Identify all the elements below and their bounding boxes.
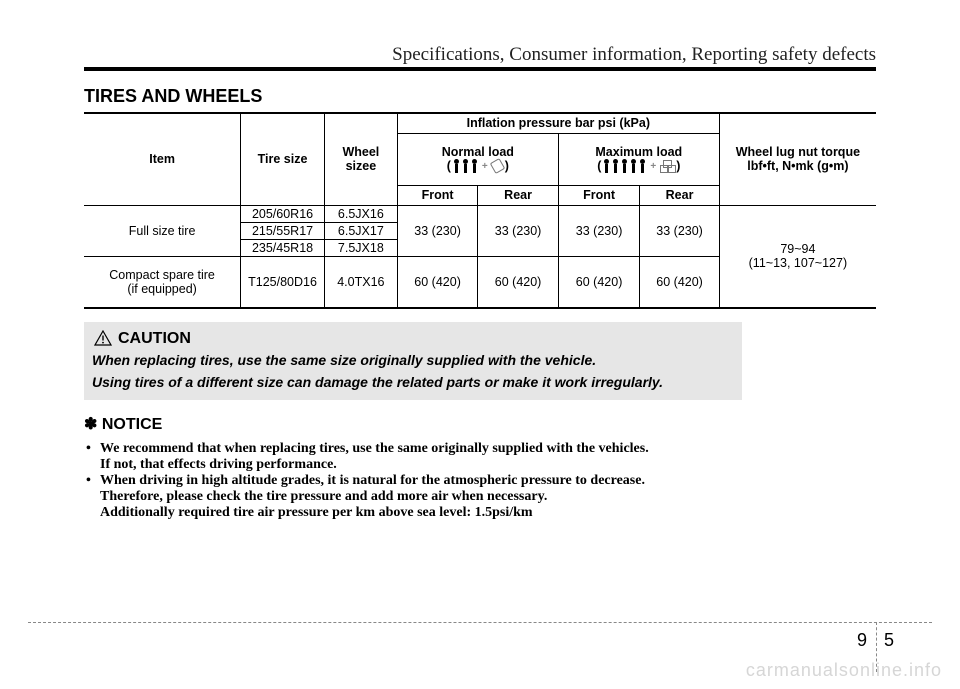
person-icon [640, 159, 645, 173]
header-wheel-size: Wheel sizee [324, 113, 397, 205]
normal-load-label: Normal load [441, 145, 514, 159]
chapter-number: 9 [857, 630, 868, 650]
section-title: TIRES AND WHEELS [84, 86, 263, 106]
person-icon [454, 159, 459, 173]
spare-wheel-size: 4.0TX16 [324, 256, 397, 308]
watermark: carmanualsonline.info [745, 660, 942, 680]
bullet-icon: • [86, 473, 91, 488]
caution-line-1: When replacing tires, use the same size originally supplied with the vehicle. [92, 352, 597, 368]
header-wheel-lug-torque [719, 113, 876, 205]
wheel-size-cell: 7.5JX18 [324, 239, 397, 256]
pressure-cell: 33 (230) [478, 205, 558, 256]
pressure-cell: 33 (230) [558, 205, 640, 256]
notice-text-line: Additionally required tire air pressure per km above sea level: 1.5psi/km [100, 505, 533, 520]
bullet-icon: • [86, 441, 91, 456]
running-header-title: Specifications, Consumer information, Reporting safety defects [392, 44, 876, 65]
luggage-icon [489, 158, 505, 174]
luggage-stack-icon [660, 160, 674, 172]
person-icon [631, 159, 636, 173]
header-normal-front: Front [397, 185, 477, 205]
person-icon [604, 159, 609, 173]
pressure-cell: 33 (230) [640, 205, 719, 256]
caution-title: CAUTION [118, 330, 191, 347]
warning-triangle-icon [94, 330, 112, 346]
person-icon [613, 159, 618, 173]
compact-spare-tire-label [84, 256, 241, 308]
torque-value-line2: (11~13, 107~127) [748, 256, 848, 271]
pressure-cell: 33 (230) [397, 205, 477, 256]
header-max-front: Front [558, 185, 640, 205]
notice-list [84, 441, 764, 521]
header-torque-line1: Wheel lug nut torque [735, 145, 861, 160]
normal-load-icons: ( + ) [446, 159, 509, 173]
person-icon [472, 159, 477, 173]
notice-text-line: Therefore, please check the tire pressure and add more air when necessary. [100, 489, 548, 504]
header-maximum-load [558, 133, 719, 185]
notice-item [84, 441, 764, 473]
notice-text-line: If not, that effects driving performance. [100, 457, 337, 472]
header-max-rear: Rear [640, 185, 719, 205]
spare-label-line1: Compact spare tire [109, 267, 215, 282]
torque-value-line1: 79~94 [780, 242, 816, 257]
wheel-size-cell: 6.5JX16 [324, 205, 397, 222]
header-inflation-pressure: Inflation pressure bar psi (kPa) [397, 113, 719, 133]
spare-pressure-cell: 60 (420) [558, 256, 640, 308]
tire-size-cell: 215/55R17 [241, 222, 325, 239]
header-torque-line2: lbf•ft, N•mk (g•m) [747, 159, 849, 174]
full-size-tire-label: Full size tire [84, 205, 241, 256]
person-icon [622, 159, 627, 173]
spare-label-line2: (if equipped) [127, 281, 197, 296]
page-number: 5 [884, 630, 895, 650]
spare-pressure-cell: 60 (420) [640, 256, 719, 308]
notice-item [84, 473, 764, 521]
tires-wheels-table [84, 112, 876, 309]
footer-divider [28, 622, 932, 623]
notice-text-line: When driving in high altitude grades, it is natural for the atmospheric pressure to decrease. [100, 473, 645, 488]
maximum-load-icons: ( + ) [597, 159, 681, 173]
spare-pressure-cell: 60 (420) [397, 256, 477, 308]
tire-size-cell: 235/45R18 [241, 239, 325, 256]
notice-title: ✽ NOTICE [84, 416, 163, 433]
spare-pressure-cell: 60 (420) [478, 256, 558, 308]
spare-tire-size: T125/80D16 [241, 256, 325, 308]
header-rule [84, 67, 876, 71]
caution-box [84, 322, 742, 400]
maximum-load-label: Maximum load [595, 145, 683, 159]
caution-line-2: Using tires of a different size can damage the related parts or make it work irregularly. [92, 374, 664, 390]
wheel-size-cell: 6.5JX17 [324, 222, 397, 239]
header-normal-rear: Rear [478, 185, 558, 205]
person-icon [463, 159, 468, 173]
tire-size-cell: 205/60R16 [241, 205, 325, 222]
wheel-torque-value [719, 205, 876, 308]
header-tire-size: Tire size [241, 113, 325, 205]
header-normal-load [397, 133, 558, 185]
header-item: Item [84, 113, 241, 205]
notice-text-line: We recommend that when replacing tires, use the same originally supplied with the vehicles. [100, 441, 649, 456]
